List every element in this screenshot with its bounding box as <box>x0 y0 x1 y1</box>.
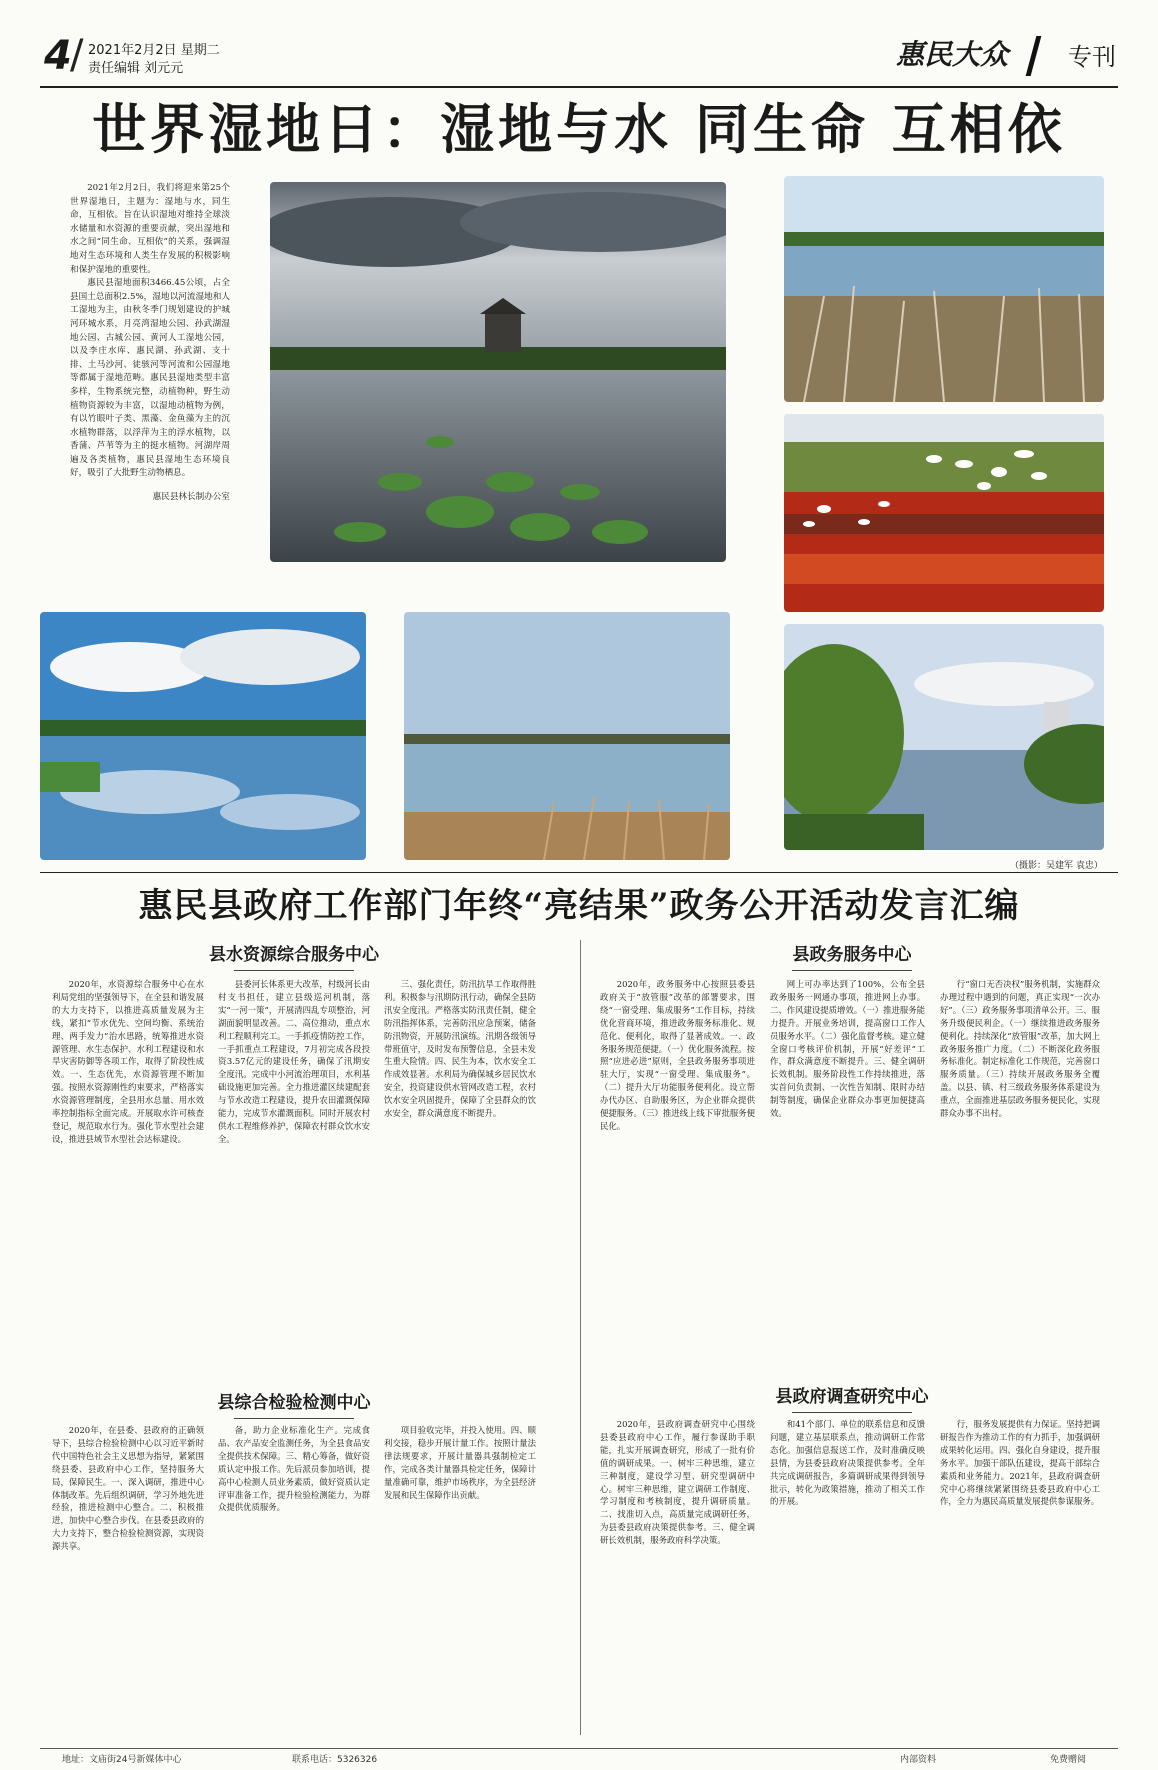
footer-note: 内部资料 <box>900 1755 937 1765</box>
photo-reeds-lake <box>784 176 1104 402</box>
article-column <box>940 978 1100 1378</box>
page-title: 世界湿地日：湿地与水 同生命 互相依 <box>92 98 1066 161</box>
intro-paragraph: 惠民县湿地面积3466.45公顷，占全县国土总面积2.5%，湿地以河流湿地和人工湿地为主，由秋冬季门规划建设的护城河环城水系，月亮湾湿地公园、孙武湖湿地公园、古城公园、黄河人工湿地公园，以及李庄水库、惠民湖、孙武湖、支十排、土马沙河、徒骇河等河流和公园湿地等都属于湿地范畴。惠民县湿地类型丰富多样，生物系统完整，动植物种，野生动植物资源较为丰富，以湿地动植物为例，有以竹眼叶子类、黑藻、金鱼藻为主的沉水植物群落，以浮萍为主的浮水植物，以香蒲、芦苇等为主的挺水植物。河湖岸周遍及各类植物，惠民县湿地生态环境良好，吸引了大批野生动物栖息。 <box>70 278 230 479</box>
article-text: 县委河长体系更大改革，村级河长由村支书担任，建立县级巡河机制，落实“一河一策”，开展清四乱专项整治，河湖面貌明显改善。二、高位推动，重点水利工程顺利完工。一手抓疫情防控工作，一手抓重点工程建设，7月初完成各段投资3.57亿元的建设任务，确保了汛期安全度汛。完成中小河流治理项目，水利基础设施更加完善。全力推进灌区续建配套与节水改造工程建设，提升农田灌溉保障能力，完成节水灌溉面积。同时开展农村供水工程维修养护，保障农村群众饮水安全。 <box>218 979 370 1144</box>
editor: 责任编辑 刘元元 <box>88 61 184 76</box>
page-number: 4 <box>44 33 72 79</box>
section-title-research: 县政府调查研究中心 <box>592 1386 1112 1413</box>
header-rule <box>40 86 1118 88</box>
article-column <box>52 978 204 1373</box>
section-title-inspection: 县综合检验检测中心 <box>44 1392 544 1419</box>
intro-article <box>70 182 230 552</box>
section-label: 专刊 <box>1068 43 1116 71</box>
article-column <box>940 1418 1100 1740</box>
article-column <box>600 1418 755 1740</box>
photo-wetland-pavilion <box>270 182 726 562</box>
article-column <box>770 1418 925 1740</box>
article-text: 2020年，政务服务中心按照县委县政府关于“放管服”改革的部署要求，围绕“一窗受理、集成服务”工作目标，持续优化营商环境，推进政务服务标准化、规范化、便利化，取得了显著成效。一、政务服务规范便捷。（一）优化服务流程。按照“应进必进”原则，全县政务服务事项进驻大厅，实现“一窗受理、集成服务”。（二）提升大厅功能服务便利化。设立帮办代办区、自助服务区，为企业群众提供便捷服务。（三）推进线上线下审批服务便民化。 <box>600 979 755 1131</box>
article-column <box>600 978 755 1378</box>
issue-date: 2021年2月2日 星期二 <box>88 43 220 58</box>
footer-rule <box>40 1748 1118 1749</box>
article-text: 网上可办率达到了100%，公布全县政务服务一网通办事项，推进网上办事。二、作风建设提质增效。（一）推进服务能力提升。开展业务培训，提高窗口工作人员服务水平。（二）强化监督考核。建立健全窗口考核评价机制，开展“好差评”工作，群众满意度不断提升。三、健全调研长效机制。服务阶段性工作持续推进，落实首问负责制、一次性告知制、限时办结制等制度，确保企业群众办事更加便捷高效。 <box>770 979 925 1119</box>
photo-willows-riverbank <box>784 624 1104 850</box>
photo-lake-clouds <box>40 612 366 860</box>
article-text: 项目验收完毕，并投入使用。四、顺利交接，稳步开展计量工作。按照计量法律法规要求，开展计量器具强制检定工作，完成各类计量器具检定任务，保障计量准确可靠，维护市场秩序，为全县经济发展和民生保障作出贡献。 <box>384 1425 536 1500</box>
intro-paragraph: 2021年2月2日，我们将迎来第25个世界湿地日，主题为：湿地与水，同生命，互相依。旨在认识湿地对维持全球淡水储量和水资源的重要贡献，突出湿地和水之间“同生命、互相依”的关系，强调湿地对生态环境和人类生存发展的积极影响和保护湿地的重要性。 <box>70 183 230 275</box>
page-slash: / <box>70 32 84 78</box>
article-column <box>218 978 370 1373</box>
article-column <box>218 1424 370 1740</box>
article-text: 三、强化责任，防汛抗旱工作取得胜利。积极参与汛期防汛行动，确保全县防汛安全度汛。严格落实防汛责任制，健全防汛指挥体系，完善防汛应急预案，储备防汛物资，开展防汛演练。汛期各级领导带班值守，及时发布预警信息，全县未发生重大险情。四、民生为本，饮水安全工作成效显著。水利局为确保城乡居民饮水安全，投资建设供水管网改造工程，农村饮水安全巩固提升，保障了全县群众的饮水安全，群众满意度不断提升。 <box>384 979 536 1119</box>
article-text: 2020年，水资源综合服务中心在水利局党组的坚强领导下，在全县和谐发展的大力支持下，以推进高质量发展为主线，紧扣“节水优先、空间均衡、系统治理、两手发力”治水思路，统筹推进水资源管理、水生态保护、水利工程建设和水旱灾害防御等各项工作，取得了阶段性成效。一、生态优先，水资源管理不断加强。按照水资源刚性约束要求，严格落实水资源管理制度，全县用水总量、用水效率控制指标全面完成。开展取水许可核查登记，规范取水行为。强化节水型社会建设，推进县域节水型社会达标建设。 <box>52 979 204 1144</box>
article-column <box>384 978 536 1373</box>
photo-reeds-sunset <box>404 612 730 860</box>
footer-free: 免费赠阅 <box>1050 1755 1087 1765</box>
photo-egrets-red-grass <box>784 414 1104 612</box>
article-text: 行，服务发展提供有力保证。坚持把调研报告作为推动工作的有力抓手，加强调研成果转化运用。四、强化自身建设，提升服务水平。加强干部队伍建设，提高干部综合素质和业务能力。2021年，县政府调查研究中心将继续紧紧围绕县委县政府中心工作，全力为惠民高质量发展提供参谋服务。 <box>940 1419 1100 1507</box>
footer-phone: 联系电话：5326326 <box>292 1755 378 1765</box>
article-text: 和41个部门、单位的联系信息和反馈问题，建立基层联系点，推动调研工作常态化。加强信息报送工作，及时准确反映县情，为县委县政府决策提供参考。全年共完成调研报告，多篇调研成果得到领导批示，转化为政策措施，推动了相关工作的开展。 <box>770 1419 925 1507</box>
article-text: 备，助力企业标准化生产。完成食品、农产品安全监测任务，为全县食品安全提供技术保障。三、精心筹备，做好资质认定申报工作。先后派员参加培训，提高中心检测人员业务素质，做好资质认定评审准备工作，提升检验检测能力，为群众提供优质服务。 <box>218 1425 370 1513</box>
footer-address: 地址：文庙街24号新媒体中心 <box>62 1755 182 1765</box>
article-text: 2020年，在县委、县政府的正确领导下，县综合检验检测中心以习近平新时代中国特色社会主义思想为指导，紧紧围绕县委、县政府中心工作，坚持服务大局，保障民生。一、深入调研，推进中心体制改革。先后组织调研，学习外地先进经验，推进检测中心整合。二、积极推进，加快中心整合步伐。在县委县政府的大力支持下，整合检验检测资源，实现资源共享。 <box>52 1425 204 1552</box>
column-divider <box>580 940 581 1735</box>
section-title-water: 县水资源综合服务中心 <box>44 944 544 971</box>
feature-title: 惠民县政府工作部门年终“亮结果”政务公开活动发言汇编 <box>138 886 1020 926</box>
brand-divider <box>1026 36 1042 76</box>
article-column <box>52 1424 204 1740</box>
section-title-service: 县政务服务中心 <box>592 944 1112 971</box>
article-column <box>384 1424 536 1740</box>
article-column <box>770 978 925 1378</box>
newspaper-brand: 惠民大众 <box>895 38 1008 71</box>
article-text: 行“窗口无否决权”服务机制，实施群众办理过程中遇到的问题，真正实现“一次办好”。（三）政务服务事项清单公开。三、服务升级便民利企。（一）继续推进政务服务便利化。持续深化“放管服”改革，加大网上政务服务推广力度。（二）不断深化政务服务标准化。制定标准化工作规范，完善窗口服务质量。（三）持续开展政务服务全覆盖。以县、镇、村三级政务服务体系建设为重点，全面推进基层政务服务便民化，实现群众办事不出村。 <box>940 979 1100 1119</box>
photo-credit: （摄影：吴建军 袁忠） <box>1010 861 1103 871</box>
intro-signature: 惠民县林长制办公室 <box>152 492 230 503</box>
section-rule <box>40 872 1118 873</box>
article-text: 2020年，县政府调查研究中心围绕县委县政府中心工作，履行参谋助手职能，扎实开展调查研究，形成了一批有价值的调研成果。一、树牢三种思维，建立三种制度，建设学习型、研究型调研中心。树牢三种思维，建立调研工作制度、学习制度和考核制度，提升调研质量。二、找准切入点，高质量完成调研任务，为县委县政府决策提供参考。三、健全调研长效机制，服务政府科学决策。 <box>600 1419 755 1546</box>
